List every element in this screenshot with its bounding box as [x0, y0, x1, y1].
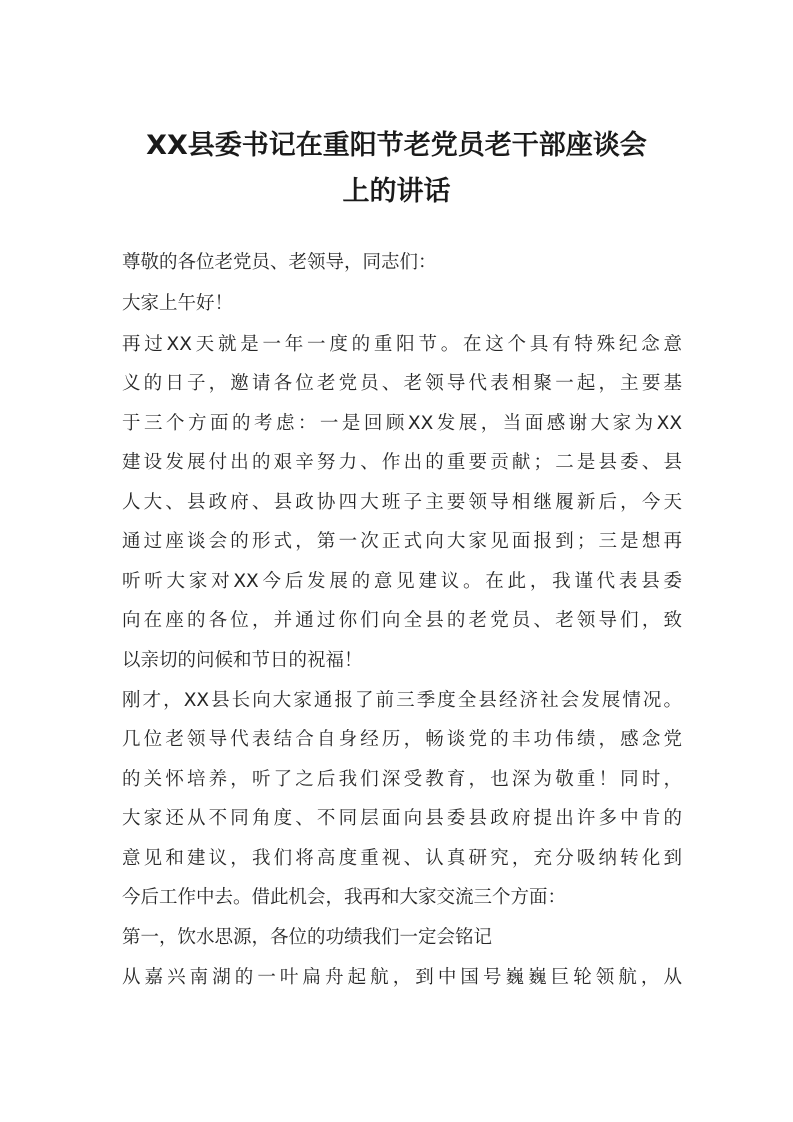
- body-line: 刚才，XX县长向大家通报了前三季度全县经济社会发展情况。: [122, 690, 682, 711]
- body-line: 以亲切的问候和节日的祝福！: [122, 650, 363, 671]
- body-line: 于三个方面的考虑：一是回顾XX发展，当面感谢大家为XX: [122, 413, 682, 434]
- body-line: 从嘉兴南湖的一叶扁舟起航，到中国号巍巍巨轮领航，从: [122, 967, 682, 988]
- section-heading: 第一，饮水思源，各位的功绩我们一定会铭记: [122, 927, 493, 948]
- body-line: 再过XX天就是一年一度的重阳节。在这个具有特殊纪念意: [122, 334, 682, 355]
- document-title-line-1: XX县委书记在重阳节老党员老干部座谈会: [146, 130, 647, 161]
- salutation-line: 尊敬的各位老党员、老领导，同志们：: [122, 252, 437, 273]
- greeting-line: 大家上午好！: [122, 293, 234, 314]
- document-title-line-2: 上的讲话: [342, 176, 451, 207]
- body-line: 通过座谈会的形式，第一次正式向大家见面报到；三是想再: [122, 531, 682, 552]
- body-line: 听听大家对XX今后发展的意见建议。在此，我谨代表县委: [122, 571, 682, 592]
- body-line: 大家还从不同角度、不同层面向县委县政府提出许多中肯的: [122, 808, 682, 829]
- body-line: 的关怀培养，听了之后我们深受教育，也深为敬重！同时，: [122, 769, 682, 790]
- body-line: 意见和建议，我们将高度重视、认真研究，充分吸纳转化到: [122, 848, 682, 869]
- body-line: 建设发展付出的艰辛努力、作出的重要贡献；二是县委、县: [122, 452, 682, 473]
- body-line: 今后工作中去。借此机会，我再和大家交流三个方面：: [122, 887, 567, 908]
- body-line: 向在座的各位，并通过你们向全县的老党员、老领导们，致: [122, 610, 682, 631]
- body-line: 人大、县政府、县政协四大班子主要领导相继履新后，今天: [122, 492, 682, 513]
- body-line: 几位老领导代表结合自身经历，畅谈党的丰功伟绩，感念党: [122, 729, 682, 750]
- body-line: 义的日子，邀请各位老党员、老领导代表相聚一起，主要基: [122, 373, 682, 394]
